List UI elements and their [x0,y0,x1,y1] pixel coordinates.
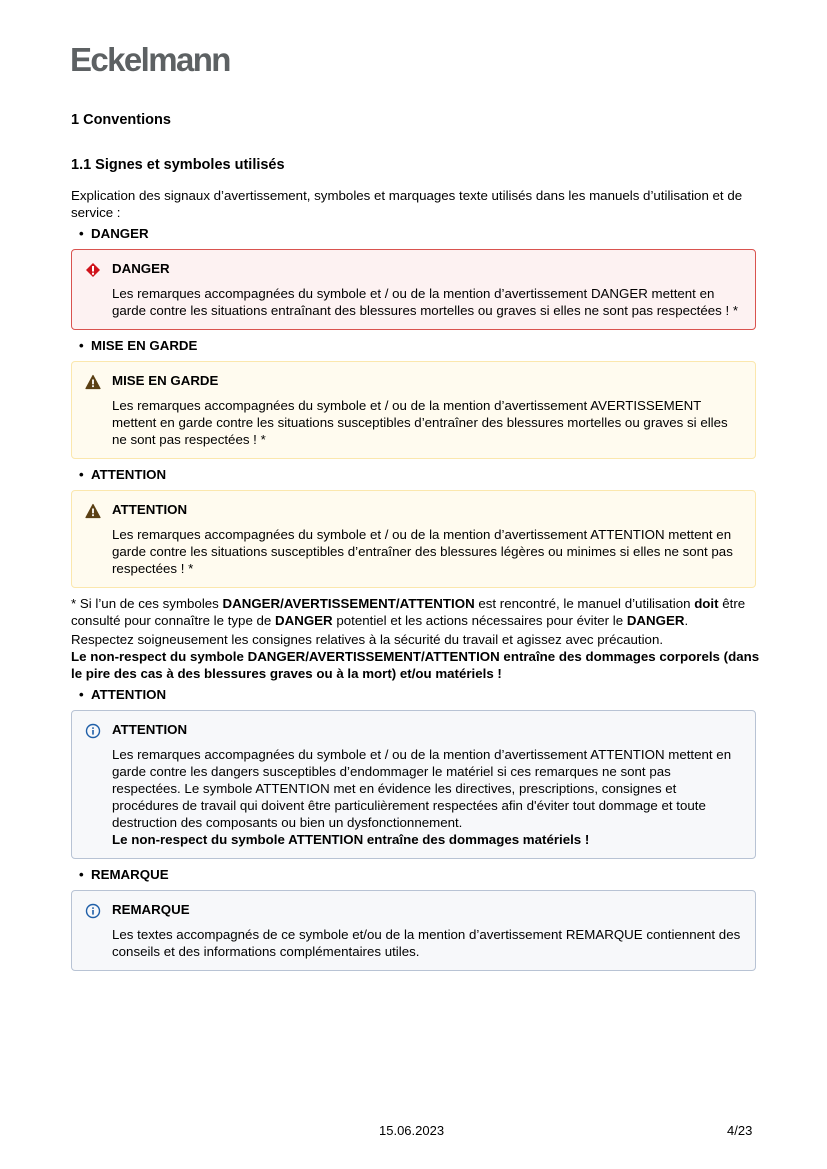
page-number: 4/23 [727,1123,753,1138]
callout-title: REMARQUE [112,902,190,917]
bullet-danger: • DANGER [79,226,149,241]
bullet-dot: • [79,867,84,882]
intro-paragraph: Explication des signaux d’avertissement, symboles et marquages texte utilisés dans les manuels d’utilisation et de service : [71,188,743,220]
bullet-mise-en-garde: • MISE EN GARDE [79,338,198,353]
danger-diamond-icon [85,262,101,278]
bullet-dot: • [79,467,84,482]
callout-title: MISE EN GARDE [112,373,219,388]
info-circle-icon [85,723,101,739]
callout-text: Les textes accompagnés de ce symbole et/ou de la mention d’avertissement REMARQUE contiennent des conseils et des informations complémentaires utiles. [112,927,741,959]
callout-title: DANGER [112,261,170,276]
footer-date: 15.06.2023 [379,1123,445,1138]
bullet-attention-caution: • ATTENTION [79,467,167,482]
bullet-dot: • [79,338,84,353]
non-respect-warning: Le non-respect du symbole DANGER/AVERTISSEMENT/ATTENTION entraîne des dommages corporels (dans le pire des cas à des blessures graves ou à la mort) et/ou matériels ! [71,649,760,681]
footnote-paragraph: * Si l’un de ces symboles DANGER/AVERTISSEMENT/ATTENTION est rencontré, le manuel d’utilisation doit être consulté pour connaître le type de DANGER potentiel et les actions nécessaires pour éviter le DANGER. [71,596,746,628]
attention-info-callout [71,710,756,859]
callout-text: Les remarques accompagnées du symbole et / ou de la mention d’avertissement ATTENTION mettent en garde contre les situations susceptibles d’entraîner des blessures légères ou minimes si elles ne sont pas respectées ! * [112,527,733,576]
callout-text: Les remarques accompagnées du symbole et / ou de la mention d’avertissement ATTENTION mettent en garde contre les dangers susceptibles d’endommager le matériel si ces remarques ne sont pas respectées. Le symbole ATTENTION met en évidence les directives, prescriptions, consignes et procédures de travail qui doivent être particulièrement respectées afin d'éviter tout dommage et toute destruction des composants ou bien un dysfonctionnement. [112,747,732,830]
callout-text: Les remarques accompagnées du symbole et / ou de la mention d’avertissement AVERTISSEMENT mettent en garde contre les situations susceptibles d’entraîner des blessures mortelles ou graves si elles ne sont pas respectées ! * [112,398,728,447]
bullet-attention-info: • ATTENTION [79,687,167,702]
callout-title: ATTENTION [112,502,188,517]
warning-callout [71,361,756,459]
subsection-heading: 1.1 Signes et symboles utilisés [71,157,285,173]
warning-triangle-icon [85,374,101,390]
eckelmann-logo: Eckelmann [70,41,230,78]
caution-callout [71,490,756,588]
danger-callout [71,249,756,330]
bullet-dot: • [79,226,84,241]
bullet-remarque: • REMARQUE [79,867,169,882]
warning-triangle-icon [85,503,101,519]
remarque-callout [71,890,756,971]
callout-text: Les remarques accompagnées du symbole et / ou de la mention d’avertissement DANGER mettent en garde contre les situations entraînant des blessures mortelles ou graves si elles ne sont pas respectées ! * [112,286,739,318]
safety-paragraph: Respectez soigneusement les consignes relatives à la sécurité du travail et agissez avec précaution. [71,632,664,647]
info-circle-icon [85,903,101,919]
section-heading: 1 Conventions [71,112,171,128]
document-body [71,187,761,978]
bullet-dot: • [79,687,84,702]
callout-title: ATTENTION [112,722,188,737]
callout-bold-text: Le non-respect du symbole ATTENTION entraîne des dommages matériels ! [112,832,590,847]
